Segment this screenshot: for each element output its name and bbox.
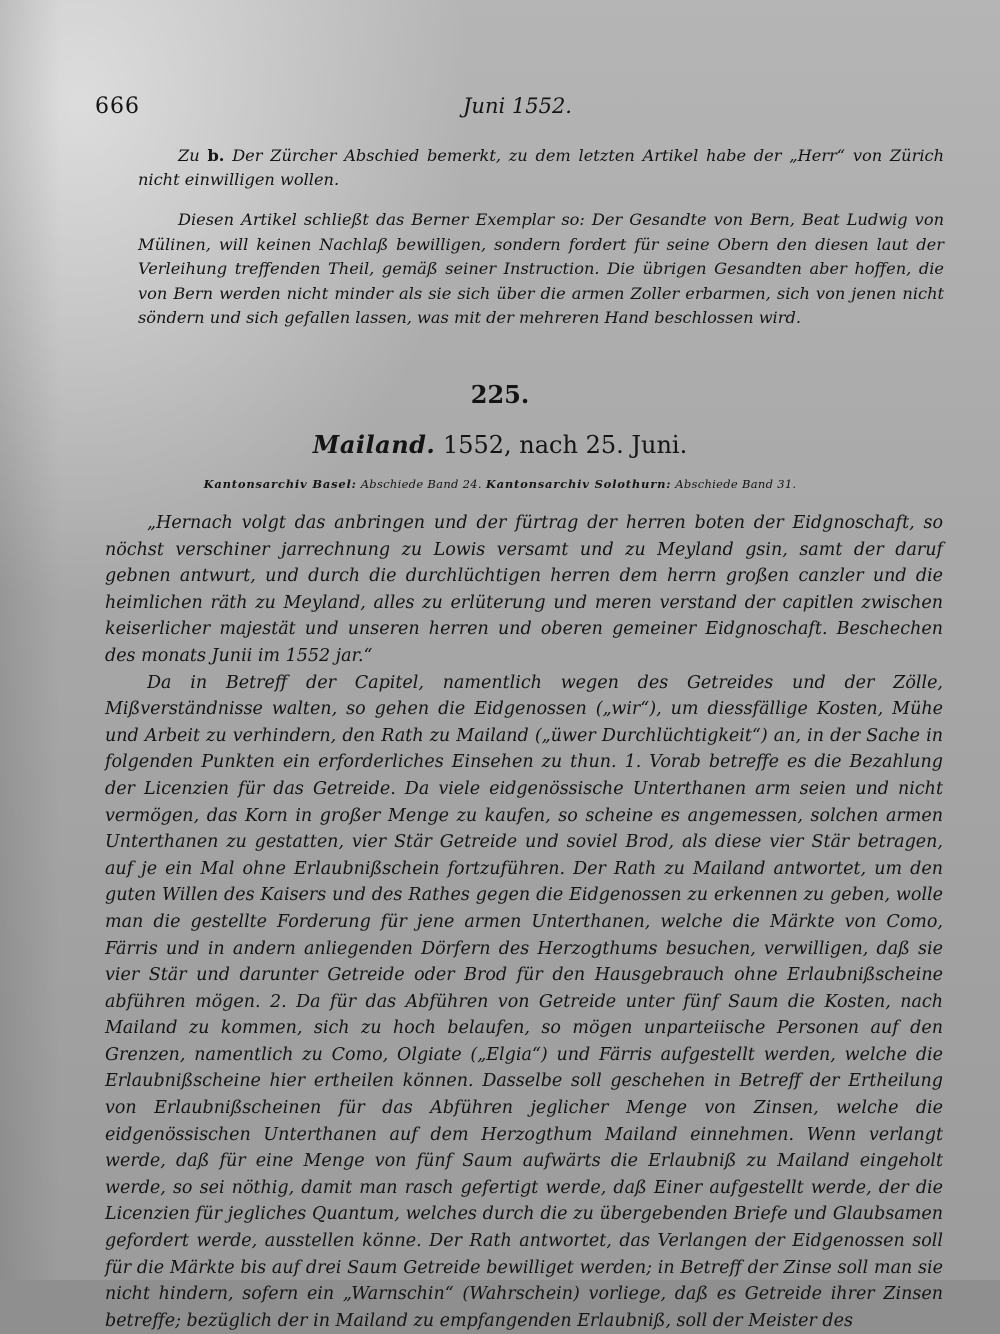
section-number: 225. [470, 380, 530, 409]
source-ref-solothurn: Abschiede Band 31. [675, 477, 797, 491]
source-archive-solothurn: Kantonsarchiv Solothurn: [485, 477, 672, 491]
main-text [105, 510, 943, 1334]
running-head: Juni 1552. [463, 94, 572, 118]
source-archive-basel: Kantonsarchiv Basel: [203, 477, 357, 491]
page-gutter-shadow [0, 0, 60, 1280]
section-date: 1552, nach 25. Juni. [442, 431, 688, 459]
quoted-heading-paragraph: „Hernach volgt das anbringen und der fürtrag der herren boten der Eidgnoschaft, so nöchst verschiner jarrechnung zu Lowis versamt und zu Meyland gsin, samt der daruf gebnen antwurt, und durch die durchlüchtigen herren dem herrn großen canzler und die heimlichen räth zu Meyland, alles zu erlüterung und meren verstand der capitlen zwischen keiserlicher majestät und unseren herren und oberen gemeiner Eidgnoschaft. Beschechen des monats Junii im 1552 jar.“ [105, 513, 943, 666]
section-place: Mailand. [312, 430, 436, 459]
body-paragraph: Da in Betreff der Capitel, namentlich wegen des Getreides und der Zölle, Mißverständnisse walten, so gehen die Eidgenossen („wir“), um diessfällige Kosten, Mühe und Arbeit zu verhindern, den Rath zu Mailand („üwer Durchlüchtigkeit“) an, in der Sache in folgenden Punkten ein erforderliches Einsehen zu thun. 1. Vorab betreffe es die Bezahlung der Licenzien für das Getreide. Da viele eidgenössische Unterthanen arm seien und nicht vermögen, das Korn in großer Menge zu kaufen, so scheine es angemessen, solchen armen Unterthanen zu gestatten, vier Stär Getreide und soviel Brod, als diese vier Stär betragen, auf je ein Mal ohne Erlaubnißschein fortzuführen. Der Rath zu Mailand antwortet, um den guten Willen des Kaisers und des Rathes gegen die Eidgenossen zu erkennen zu geben, wolle man die gestellte Forderung für jene armen Unterthanen, welche die Märkte von Como, Färris und in andern anliegenden Dörfern des Herzogthums besuchen, verwilligen, daß sie vier Stär und darunter Getreide oder Brod für den Hausgebrauch ohne Erlaubnißscheine abführen mögen. 2. Da für das Abführen von Getreide unter fünf Saum die Kosten, nach Mailand zu kommen, sich zu hoch belaufen, so mögen unparteiische Personen auf den Grenzen, namentlich zu Como, Olgiate („Elgia“) und Färris aufgestellt werden, welche die Erlaubnißscheine hier ertheilen können. Dasselbe soll geschehen in Betreff der Ertheilung von Erlaubnißscheinen für das Abführen jeglicher Menge von Zinsen, welche die eidgenössischen Unterthanen auf dem Herzogthum Mailand einnehmen. Wenn verlangt werde, daß für eine Menge von fünf Saum aufwärts die Erlaubniß zu Mailand eingeholt werde, so sei nöthig, damit man rasch gefertigt werde, daß Einer aufgestellt werde, der die Licenzien für jegliches Quantum, welches durch die zu übergebenden Briefe und Glaubsamen gefordert werde, ausstellen könne. Der Rath antwortet, das Verlangen der Eidgenossen soll für die Märkte bis auf drei Saum Getreide bewilliget werden; in Betreff der Zinse soll man sie nicht hindern, sofern ein „Warnschin“ (Wahrschein) vorliege, daß es Getreide ihrer Zinsen betreffe; bezüglich der in Mailand zu empfangenden Erlaubniß, soll der Meister des [105, 672, 943, 1331]
berner-note-block [138, 208, 944, 331]
source-references [0, 477, 1000, 491]
footnote-block [138, 144, 944, 192]
section-title [0, 430, 1000, 459]
page-number: 666 [95, 94, 140, 119]
berner-note-paragraph: Diesen Artikel schließt das Berner Exemplar so: Der Gesandte von Bern, Beat Ludwig von Mülinen, will keinen Nachlaß bewilligen, sondern fordert für seine Obern den diesen laut der Verleihung treffenden Theil, gemäß seiner Instruction. Die übrigen Gesandten aber hoffen, die von Bern werden nicht minder als sie sich über die armen Zoller erbarmen, sich von jenen nicht söndern und sich gefallen lassen, was mit der mehreren Hand beschlossen wird. [138, 210, 944, 327]
footnote-paragraph [138, 144, 944, 192]
source-ref-basel: Abschiede Band 24. [360, 477, 482, 491]
page-header [95, 94, 940, 126]
footnote-text: Der Zürcher Abschied bemerkt, zu dem letzten Artikel habe der „Herr“ von Zürich nicht einwilligen wollen. [138, 146, 944, 189]
footnote-letter: b. [207, 146, 225, 165]
footnote-prefix: Zu [178, 146, 200, 165]
